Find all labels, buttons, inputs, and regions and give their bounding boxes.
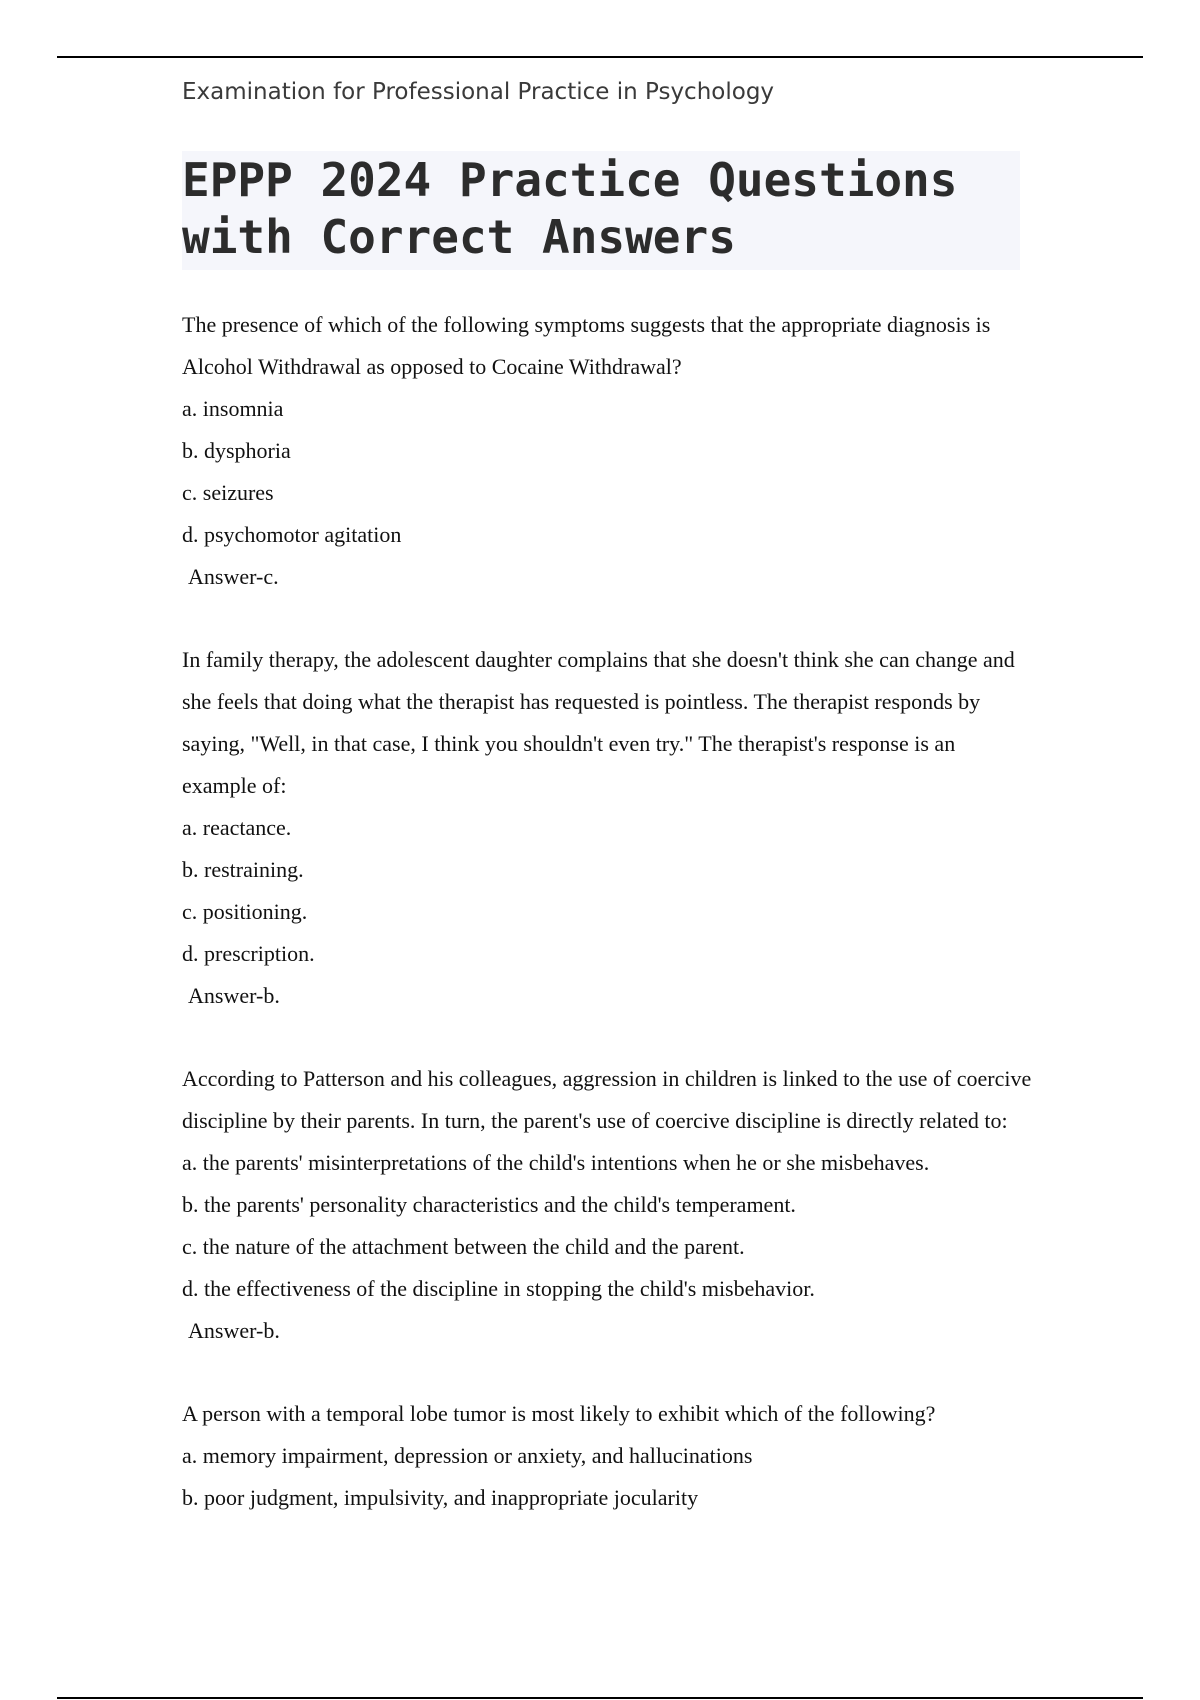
option-c: c. positioning. [182,899,308,924]
question-2 [182,639,1032,1017]
title-block [182,151,1020,270]
option-d: d. psychomotor agitation [182,522,402,547]
question-list [182,304,1032,1519]
question-1 [182,304,1032,598]
title-line-1: EPPP 2024 Practice Questions [182,153,958,207]
document-page [182,70,1032,1560]
option-a: a. insomnia [182,396,284,421]
option-a: a. reactance. [182,815,292,840]
document-subtitle: Examination for Professional Practice in Psychology [182,79,775,105]
question-text: A person with a temporal lobe tumor is most likely to exhibit which of the following? [182,1401,936,1426]
option-d: d. the effectiveness of the discipline in stopping the child's misbehavior. [182,1276,815,1301]
title-line-2: with Correct Answers [182,210,736,264]
question-text: The presence of which of the following symptoms suggests that the appropriate diagnosis is Alcohol Withdrawal as opposed to Cocaine Withdrawal? [182,312,991,379]
question-text: In family therapy, the adolescent daughter complains that she doesn't think she can change and she feels that doing what the therapist has requested is pointless. The therapist responds by saying, "Well, in that case, I think you shouldn't even try." The therapist's response is an example of: [182,647,1015,798]
option-c: c. seizures [182,480,274,505]
bottom-rule [57,1697,1143,1699]
option-c: c. the nature of the attachment between the child and the parent. [182,1234,745,1259]
question-4 [182,1393,1032,1519]
option-b: b. the parents' personality characteristics and the child's temperament. [182,1192,796,1217]
answer: Answer-b. [188,1318,280,1343]
answer: Answer-c. [188,564,279,589]
option-b: b. dysphoria [182,438,291,463]
option-b: b. poor judgment, impulsivity, and inappropriate jocularity [182,1485,699,1510]
answer: Answer-b. [188,983,280,1008]
option-a: a. the parents' misinterpretations of the child's intentions when he or she misbehaves. [182,1150,930,1175]
question-text: According to Patterson and his colleagues, aggression in children is linked to the use of coercive discipline by their parents. In turn, the parent's use of coercive discipline is directly related to: [182,1066,1032,1133]
option-a: a. memory impairment, depression or anxiety, and hallucinations [182,1443,753,1468]
question-3 [182,1058,1032,1352]
option-d: d. prescription. [182,941,315,966]
top-rule [57,56,1143,58]
option-b: b. restraining. [182,857,304,882]
